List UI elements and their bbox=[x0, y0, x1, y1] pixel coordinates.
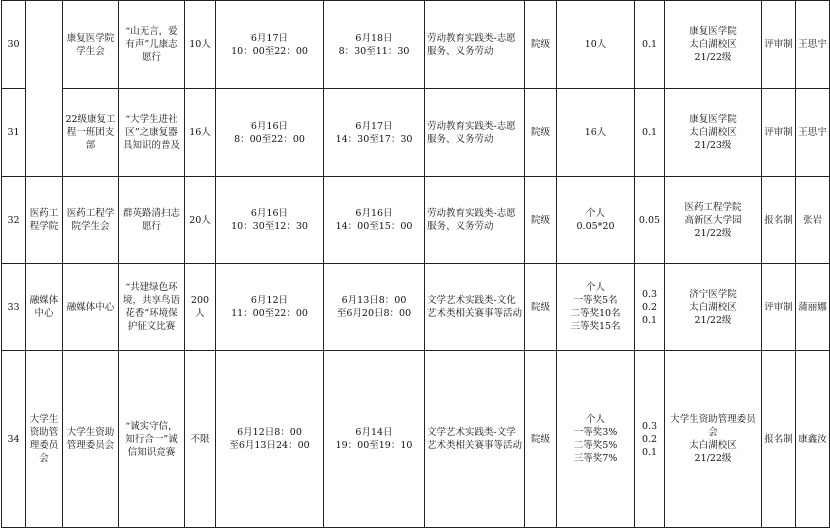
category-cell: 文学艺术实践类-文学艺术类相关赛事等活动 bbox=[425, 351, 525, 528]
quota-cell: 个人 0.05*20 bbox=[557, 177, 635, 264]
level-cell: 院级 bbox=[525, 89, 557, 177]
activity-name-cell: “山无言，爱有声”儿康志愿行 bbox=[119, 1, 185, 89]
activity-table bbox=[1, 0, 830, 528]
table-row bbox=[2, 1, 830, 89]
selection-method-cell: 报名制 bbox=[762, 351, 796, 528]
score-cell: 0.1 bbox=[635, 1, 665, 89]
contact-cell: 蒲丽娜 bbox=[796, 264, 830, 351]
location-cell: 济宁医学院 太白湖校区 21/22级 bbox=[665, 264, 762, 351]
score-cell: 0.3 0.2 0.1 bbox=[635, 264, 665, 351]
location-cell: 康复医学院 太白湖校区 21/23级 bbox=[665, 89, 762, 177]
level-cell: 院级 bbox=[525, 177, 557, 264]
table-row bbox=[2, 89, 830, 177]
activity-name-cell: 群英路清扫志愿行 bbox=[119, 177, 185, 264]
row-number: 31 bbox=[2, 89, 26, 177]
level-cell: 院级 bbox=[525, 1, 557, 89]
signup-time-cell: 6月16日 10：30至12：30 bbox=[216, 177, 324, 264]
selection-method-cell: 评审制 bbox=[762, 264, 796, 351]
quota-cell: 10人 bbox=[557, 1, 635, 89]
row-number: 33 bbox=[2, 264, 26, 351]
organizer-cell: 融媒体中心 bbox=[63, 264, 119, 351]
table-row bbox=[2, 264, 830, 351]
row-number: 30 bbox=[2, 1, 26, 89]
category-cell: 劳动教育实践类-志愿服务、义务劳动 bbox=[425, 1, 525, 89]
location-cell: 康复医学院 太白湖校区 21/22级 bbox=[665, 1, 762, 89]
row-number: 32 bbox=[2, 177, 26, 264]
signup-time-cell: 6月16日 8：00至22：00 bbox=[216, 89, 324, 177]
participant-count-cell: 20人 bbox=[185, 177, 216, 264]
contact-cell: 康鑫汝 bbox=[796, 351, 830, 528]
activity-time-cell: 6月18日 8：30至11：30 bbox=[324, 1, 425, 89]
contact-cell: 王思宇 bbox=[796, 89, 830, 177]
selection-method-cell: 评审制 bbox=[762, 1, 796, 89]
level-cell: 院级 bbox=[525, 351, 557, 528]
quota-cell: 16人 bbox=[557, 89, 635, 177]
score-cell: 0.05 bbox=[635, 177, 665, 264]
activity-time-cell: 6月13日8：00 至6月20日8：00 bbox=[324, 264, 425, 351]
contact-cell: 王思宇 bbox=[796, 1, 830, 89]
location-cell: 医药工程学院 高新区大学园 21/22级 bbox=[665, 177, 762, 264]
table-row bbox=[2, 351, 830, 528]
organizer-cell: 22级康复工程一班团支部 bbox=[63, 89, 119, 177]
category-cell: 劳动教育实践类-志愿服务、义务劳动 bbox=[425, 177, 525, 264]
activity-time-cell: 6月16日 14：00至15：00 bbox=[324, 177, 425, 264]
category-cell: 文学艺术实践类-文化艺术类相关赛事等活动 bbox=[425, 264, 525, 351]
activity-time-cell: 6月14日 19：00至19：10 bbox=[324, 351, 425, 528]
table-row bbox=[2, 177, 830, 264]
organizing-unit-cell: 融媒体中心 bbox=[26, 264, 63, 351]
participant-count-cell: 16人 bbox=[185, 89, 216, 177]
category-cell: 劳动教育实践类-志愿服务、义务劳动 bbox=[425, 89, 525, 177]
participant-count-cell: 200人 bbox=[185, 264, 216, 351]
score-cell: 0.1 bbox=[635, 89, 665, 177]
organizer-cell: 大学生资助管理委员会 bbox=[63, 351, 119, 528]
contact-cell: 张岩 bbox=[796, 177, 830, 264]
organizer-cell: 康复医学院学生会 bbox=[63, 1, 119, 89]
participant-count-cell: 不限 bbox=[185, 351, 216, 528]
organizing-unit-cell: 大学生资助管理委员会 bbox=[26, 351, 63, 528]
organizing-unit-cell: 医药工程学院 bbox=[26, 177, 63, 264]
score-cell: 0.3 0.2 0.1 bbox=[635, 351, 665, 528]
signup-time-cell: 6月17日 10：00至22：00 bbox=[216, 1, 324, 89]
signup-time-cell: 6月12日 11：00至22：00 bbox=[216, 264, 324, 351]
activity-time-cell: 6月17日 14：30至17：30 bbox=[324, 89, 425, 177]
selection-method-cell: 评审制 bbox=[762, 89, 796, 177]
row-number: 34 bbox=[2, 351, 26, 528]
quota-cell: 个人 一等奖5名 二等奖10名 三等奖15名 bbox=[557, 264, 635, 351]
quota-cell: 个人 一等奖3% 二等奖5% 三等奖7% bbox=[557, 351, 635, 528]
participant-count-cell: 10人 bbox=[185, 1, 216, 89]
location-cell: 大学生资助管理委员会 太白湖校区 21/22级 bbox=[665, 351, 762, 528]
activity-name-cell: “诚实守信，知行合一”诚信知识竞赛 bbox=[119, 351, 185, 528]
organizing-unit-cell bbox=[26, 1, 63, 177]
organizer-cell: 医药工程学院学生会 bbox=[63, 177, 119, 264]
activity-name-cell: “共建绿色环境，共享鸟语花香”环境保护征文比赛 bbox=[119, 264, 185, 351]
selection-method-cell: 报名制 bbox=[762, 177, 796, 264]
signup-time-cell: 6月12日8：00 至6月13日24：00 bbox=[216, 351, 324, 528]
level-cell: 院级 bbox=[525, 264, 557, 351]
activity-name-cell: “大学生进社区”之康复器具知识的普及 bbox=[119, 89, 185, 177]
